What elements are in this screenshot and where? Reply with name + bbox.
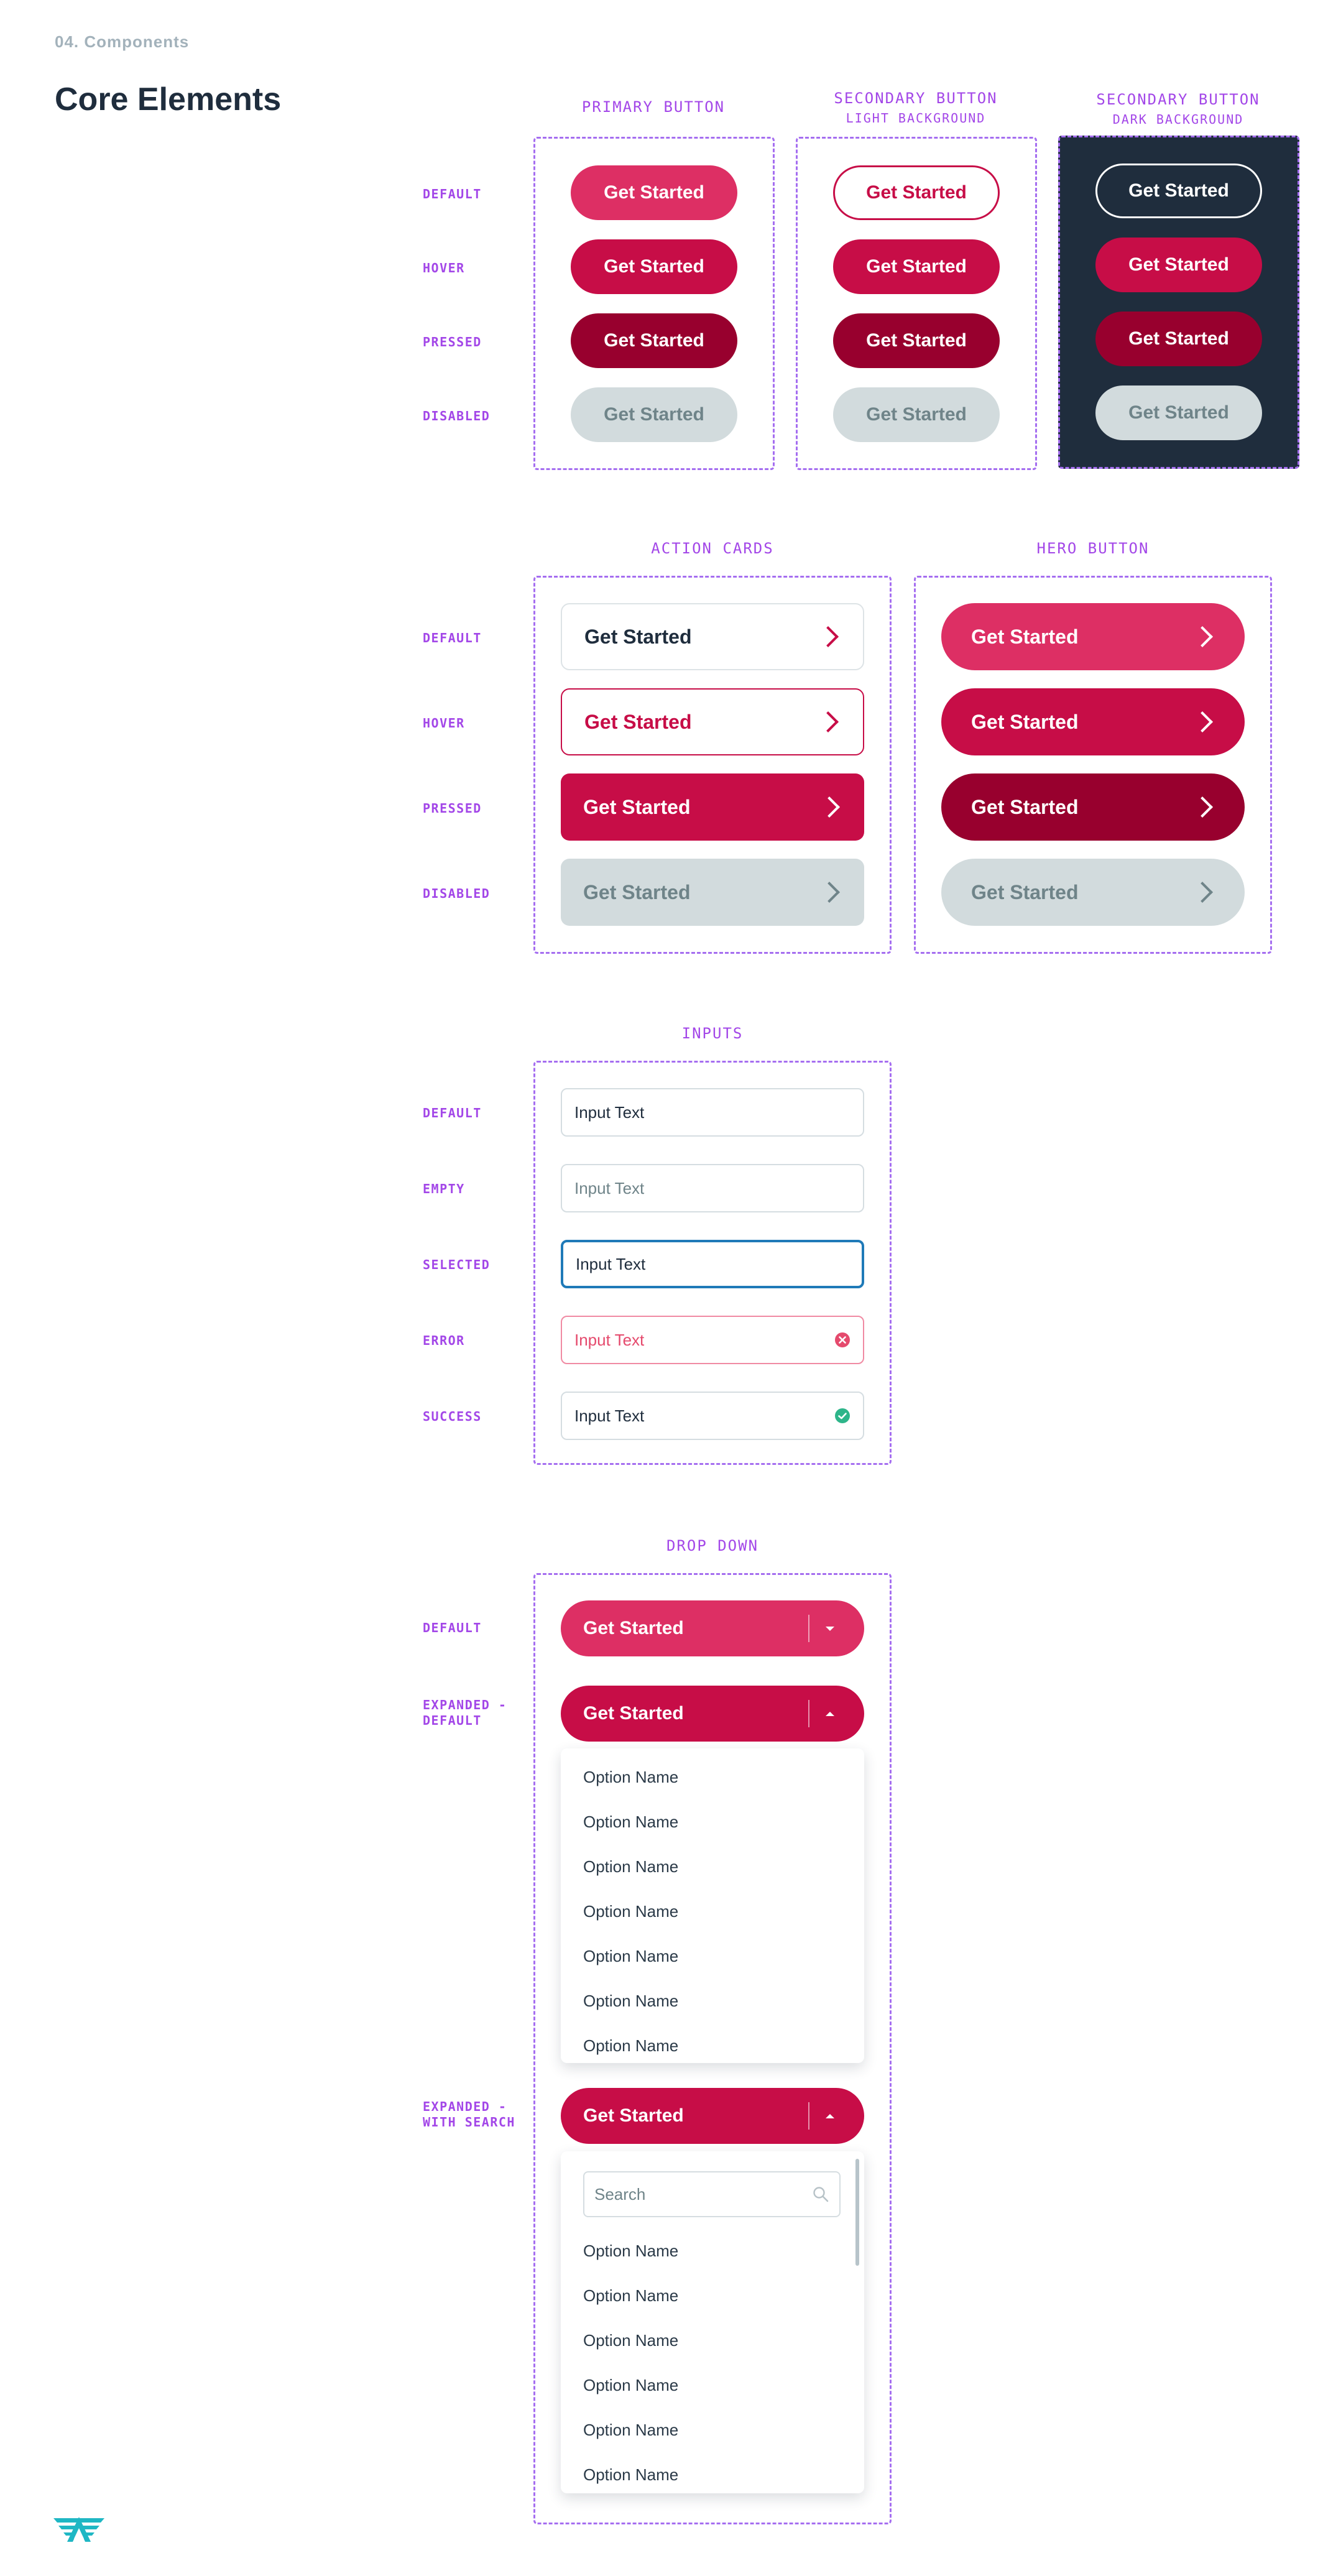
dropdown-search-menu	[561, 2151, 864, 2493]
input-state-success: SUCCESS	[423, 1409, 482, 1424]
state-label-line: DEFAULT	[423, 1713, 482, 1728]
dropdown-state-search	[423, 2099, 515, 2130]
input-value: Input Text	[574, 1330, 645, 1349]
secondary-dark-subtitle: DARK BACKGROUND	[1112, 112, 1244, 127]
dropdown-option[interactable]: Option Name	[583, 2465, 679, 2484]
caret-up-icon	[826, 1712, 834, 1716]
hero-button-label: Get Started	[971, 880, 1079, 903]
dropdown-default[interactable]	[561, 1600, 864, 1656]
dropdown-option[interactable]: Option Name	[583, 2241, 679, 2260]
hero-button-pressed[interactable]	[941, 773, 1245, 841]
input-value: Input Text	[576, 1254, 646, 1273]
secondary-light-title: SECONDARY BUTTON	[834, 90, 998, 107]
dropdown-option[interactable]: Option Name	[583, 1857, 679, 1876]
secondary-light-default[interactable]: Get Started	[833, 165, 1000, 220]
secondary-light-hover[interactable]: Get Started	[833, 239, 1000, 294]
input-placeholder: Input Text	[574, 1178, 645, 1198]
dropdown-label: Get Started	[583, 1618, 684, 1638]
dropdown-option[interactable]: Option Name	[583, 1767, 679, 1786]
search-icon	[812, 2186, 829, 2203]
state-label-line: WITH SEARCH	[423, 2115, 515, 2130]
input-state-empty: EMPTY	[423, 1181, 465, 1196]
dropdown-option[interactable]: Option Name	[583, 2036, 679, 2055]
state-label-hover: HOVER	[423, 261, 465, 275]
input-empty[interactable]	[561, 1164, 864, 1212]
dropdown-label: Get Started	[583, 1703, 684, 1724]
dropdown-option[interactable]: Option Name	[583, 2375, 679, 2394]
secondary-dark-default[interactable]: Get Started	[1095, 164, 1262, 218]
secondary-light-disabled[interactable]: Get Started	[833, 387, 1000, 442]
chevron-right-icon	[819, 882, 840, 903]
primary-button-title: PRIMARY BUTTON	[581, 98, 726, 116]
hero-button-hover[interactable]	[941, 688, 1245, 755]
primary-button-hover[interactable]: Get Started	[571, 239, 737, 294]
chevron-right-icon	[1192, 882, 1213, 903]
secondary-dark-disabled[interactable]: Get Started	[1095, 385, 1262, 440]
state-label-line: EXPANDED -	[423, 2099, 507, 2114]
card-state-default: DEFAULT	[423, 630, 482, 645]
dropdown-menu	[561, 1748, 864, 2063]
dropdown-option[interactable]: Option Name	[583, 1946, 679, 1965]
input-value: Input Text	[574, 1102, 645, 1122]
chevron-right-icon	[819, 796, 840, 818]
secondary-dark-title: SECONDARY BUTTON	[1096, 91, 1260, 108]
dropdown-search-expanded[interactable]	[561, 2088, 864, 2144]
chevron-right-icon	[818, 711, 839, 732]
dropdown-option[interactable]: Option Name	[583, 1901, 679, 1921]
search-placeholder: Search	[594, 2184, 646, 2204]
hero-button-disabled[interactable]	[941, 859, 1245, 926]
hero-button-label: Get Started	[971, 795, 1079, 818]
dropdown-option[interactable]: Option Name	[583, 2330, 679, 2350]
primary-button-pressed[interactable]: Get Started	[571, 313, 737, 368]
inputs-title: INPUTS	[681, 1025, 744, 1042]
input-error[interactable]	[561, 1316, 864, 1364]
dropdown-title: DROP DOWN	[666, 1537, 759, 1554]
dropdown-divider	[808, 2102, 809, 2130]
dropdown-divider	[808, 1615, 809, 1642]
hero-button-label: Get Started	[971, 710, 1079, 733]
hero-button-default[interactable]	[941, 603, 1245, 670]
primary-button-disabled[interactable]: Get Started	[571, 387, 737, 442]
action-card-label: Get Started	[584, 625, 692, 648]
action-card-label: Get Started	[584, 710, 692, 733]
primary-button-default[interactable]: Get Started	[571, 165, 737, 220]
action-card-default[interactable]	[561, 603, 864, 670]
state-label-line: EXPANDED -	[423, 1697, 507, 1712]
chevron-right-icon	[1192, 796, 1213, 818]
action-card-hover[interactable]	[561, 688, 864, 755]
action-card-label: Get Started	[583, 880, 691, 903]
action-card-label: Get Started	[583, 795, 691, 818]
input-success[interactable]	[561, 1392, 864, 1440]
chevron-right-icon	[1192, 711, 1213, 732]
dropdown-divider	[808, 1700, 809, 1727]
dropdown-state-default: DEFAULT	[423, 1620, 482, 1635]
chevron-right-icon	[1192, 626, 1213, 647]
dropdown-label: Get Started	[583, 2105, 684, 2126]
hero-button-label: Get Started	[971, 625, 1079, 648]
secondary-light-pressed[interactable]: Get Started	[833, 313, 1000, 368]
breadcrumb: 04. Components	[55, 32, 190, 51]
secondary-light-subtitle: LIGHT BACKGROUND	[846, 111, 986, 126]
chevron-right-icon	[818, 626, 839, 647]
dropdown-option[interactable]: Option Name	[583, 2286, 679, 2305]
dropdown-option[interactable]: Option Name	[583, 2420, 679, 2439]
scrollbar-thumb[interactable]	[855, 2159, 859, 2266]
card-state-hover: HOVER	[423, 716, 465, 731]
error-x-icon	[834, 1332, 850, 1348]
card-state-pressed: PRESSED	[423, 801, 482, 816]
dropdown-expanded[interactable]	[561, 1686, 864, 1742]
state-label-disabled: DISABLED	[423, 409, 491, 423]
check-circle-icon	[834, 1408, 850, 1424]
dropdown-option[interactable]: Option Name	[583, 1991, 679, 2010]
state-label-default: DEFAULT	[423, 187, 482, 201]
secondary-dark-pressed[interactable]: Get Started	[1095, 312, 1262, 366]
page-title: Core Elements	[55, 81, 282, 118]
input-state-default: DEFAULT	[423, 1106, 482, 1120]
dropdown-option[interactable]: Option Name	[583, 1812, 679, 1831]
input-state-selected: SELECTED	[423, 1257, 491, 1272]
brand-logo-icon	[53, 2516, 104, 2542]
dropdown-search-input[interactable]	[583, 2171, 841, 2217]
card-state-disabled: DISABLED	[423, 886, 491, 901]
input-value: Input Text	[574, 1406, 645, 1425]
caret-up-icon	[826, 2114, 834, 2118]
action-cards-title: ACTION CARDS	[651, 540, 774, 557]
action-card-pressed[interactable]	[561, 773, 864, 841]
state-label-pressed: PRESSED	[423, 335, 482, 349]
hero-button-title: HERO BUTTON	[1036, 540, 1150, 557]
input-default[interactable]	[561, 1088, 864, 1137]
caret-down-icon	[826, 1627, 834, 1631]
input-state-error: ERROR	[423, 1333, 465, 1348]
secondary-dark-hover[interactable]: Get Started	[1095, 238, 1262, 292]
input-selected[interactable]	[561, 1240, 864, 1288]
action-card-disabled[interactable]	[561, 859, 864, 926]
dropdown-state-expanded	[423, 1697, 507, 1729]
